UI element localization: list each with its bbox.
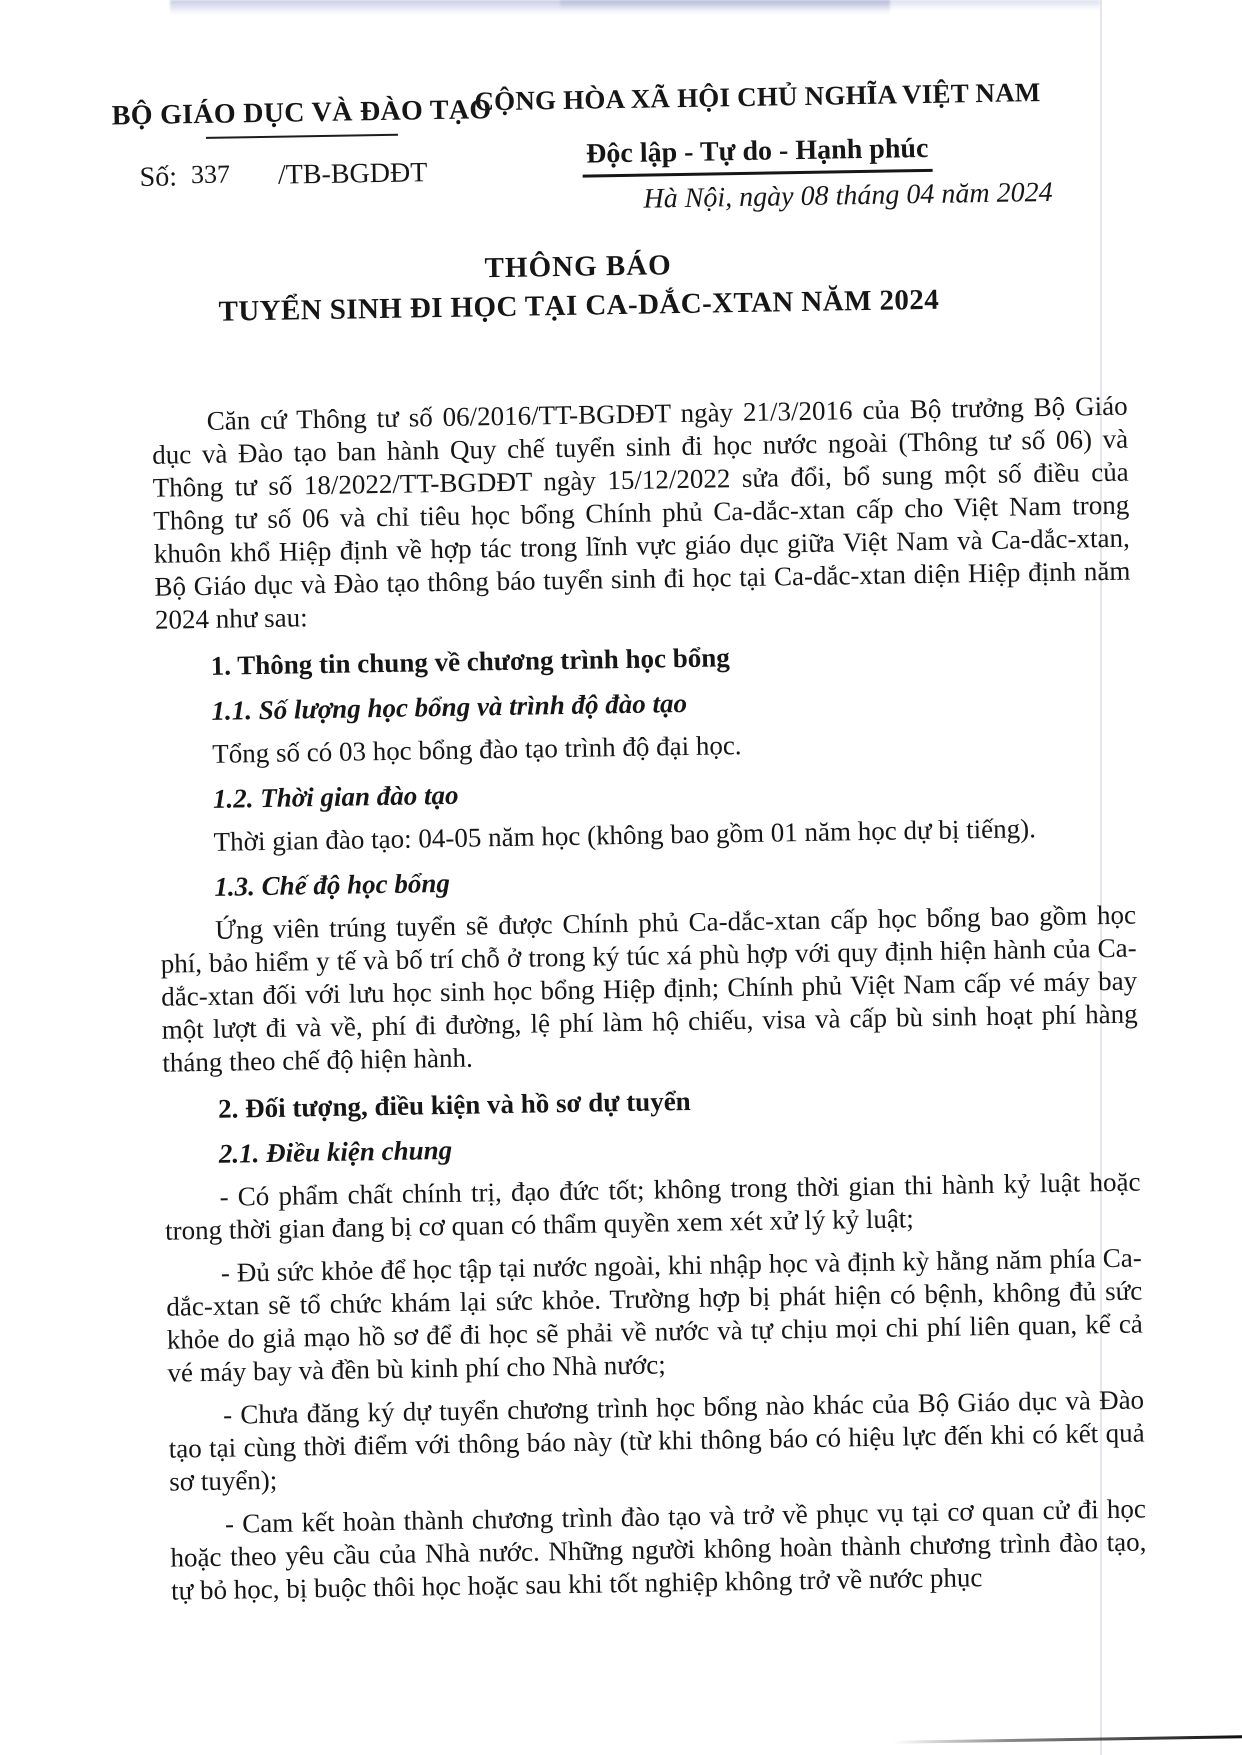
paragraph-training-duration: Thời gian đào tạo: 04-05 năm học (không bao gồm 01 năm học dự bị tiếng). bbox=[213, 813, 1037, 857]
section-1-3-heading: 1.3. Chế độ học bổng bbox=[214, 867, 451, 902]
document-title-line2: TUYỂN SINH ĐI HỌC TẠI CA-DẮC-XTAN NĂM 2024 bbox=[218, 283, 940, 328]
header-national-block bbox=[474, 77, 1039, 179]
paragraph-scholarship-count: Tổng số có 03 học bổng đào tạo trình độ đại học. bbox=[211, 730, 742, 769]
section-1-1-heading: 1.1. Số lượng học bổng và trình độ đào tạo bbox=[211, 687, 688, 726]
document-title-line1: THÔNG BÁO bbox=[484, 249, 672, 285]
section-1-2-heading: 1.2. Thời gian đào tạo bbox=[212, 779, 459, 814]
bullet-political-quality: - Có phẩm chất chính trị, đạo đức tốt; không trong thời gian thi hành kỷ luật hoặc trong thời gian đang bị cơ quan có thẩm quyền xem xét xử lý kỷ luật; bbox=[164, 1166, 1141, 1246]
paragraph-legal-basis: Căn cứ Thông tư số 06/2016/TT-BGDĐT ngày 21/3/2016 của Bộ trưởng Bộ Giáo dục và Đào tạo ban hành Quy chế tuyển sinh đi học nước ngoài (Thông tư số 06) và Thông tư số 18/2022/TT-BGDĐT ngày 15/12/2022 sửa đổi, bổ sung một số điều của Thông tư số 06 và chỉ tiêu học bổng Chính phủ Ca-dắc-xtan cấp cho Việt Nam trong khuôn khổ Hiệp định về hợp tác trong lĩnh vực giáo dục giữa Việt Nam và Ca-dắc-xtan, Bộ Giáo dục và Đào tạo thông báo tuyển sinh đi học tại Ca-dắc-xtan diện Hiệp định năm 2024 như sau: bbox=[151, 390, 1131, 635]
place-date-line: Hà Nội, ngày 08 tháng 04 năm 2024 bbox=[643, 176, 1053, 215]
agency-underline bbox=[206, 134, 398, 139]
document-number-label: Số: bbox=[139, 161, 178, 193]
section-1-heading: 1. Thông tin chung về chương trình học bổng bbox=[210, 642, 730, 681]
paragraph-scholarship-benefits: Ứng viên trúng tuyển sẽ được Chính phủ Ca-dắc-xtan cấp học bổng bao gồm học phí, bảo hiểm y tế và bố trí chỗ ở trong ký túc xá phù hợp với quy định hiện hành của Ca-dắc-xtan đối với lưu học sinh học bổng Hiệp định; Chính phủ Việt Nam cấp vé máy bay một lượt đi và về, phí đi đường, lệ phí làm hộ chiếu, visa và cấp bù sinh hoạt phí hàng tháng theo chế độ hiện hành. bbox=[160, 899, 1138, 1078]
bullet-no-other-scholarship: - Chưa đăng ký dự tuyển chương trình học bổng nào khác của Bộ Giáo dục và Đào tạo tại cùng thời điểm với thông báo này (từ khi thông báo có hiệu lực đến khi có kết quả sơ tuyển); bbox=[168, 1384, 1145, 1497]
header-agency-block bbox=[94, 94, 510, 195]
bullet-commitment-return: - Cam kết hoàn thành chương trình đào tạo và trở về phục vụ tại cơ quan cử đi học hoặc theo yêu cầu của Nhà nước. Những người không hoàn thành chương trình đào tạo, tự bỏ học, bị buộc thôi học hoặc sau khi tốt nghiệp không trở về nước phục bbox=[170, 1493, 1147, 1606]
agency-name: BỘ GIÁO DỤC VÀ ĐÀO TẠO bbox=[111, 94, 492, 132]
document-number-value: 337 bbox=[190, 159, 231, 190]
national-title: CỘNG HÒA XÃ HỘI CHỦ NGHĨA VIỆT NAM bbox=[474, 77, 1041, 117]
document-body bbox=[151, 390, 1147, 1618]
section-2-heading: 2. Đối tượng, điều kiện và hồ sơ dự tuyển bbox=[217, 1085, 691, 1124]
national-motto: Độc lập - Tự do - Hạnh phúc bbox=[582, 133, 933, 178]
document-number-suffix: /TB-BGDĐT bbox=[277, 157, 428, 191]
document-number-line bbox=[95, 156, 509, 195]
section-2-1-heading: 2.1. Điều kiện chung bbox=[218, 1134, 453, 1169]
document-title bbox=[0, 241, 1158, 332]
bullet-health-requirement: - Đủ sức khỏe để học tập tại nước ngoài, khi nhập học và định kỳ hằng năm phía Ca-dắc-xtan sẽ tổ chức khám lại sức khỏe. Trường hợp bị phát hiện có bệnh, không đủ sức khỏe do giả mạo hồ sơ để đi học sẽ phải về nước và tự chịu mọi chi phí liên quan, kể cả vé máy bay và đền bù kinh phí cho Nhà nước; bbox=[166, 1242, 1144, 1388]
